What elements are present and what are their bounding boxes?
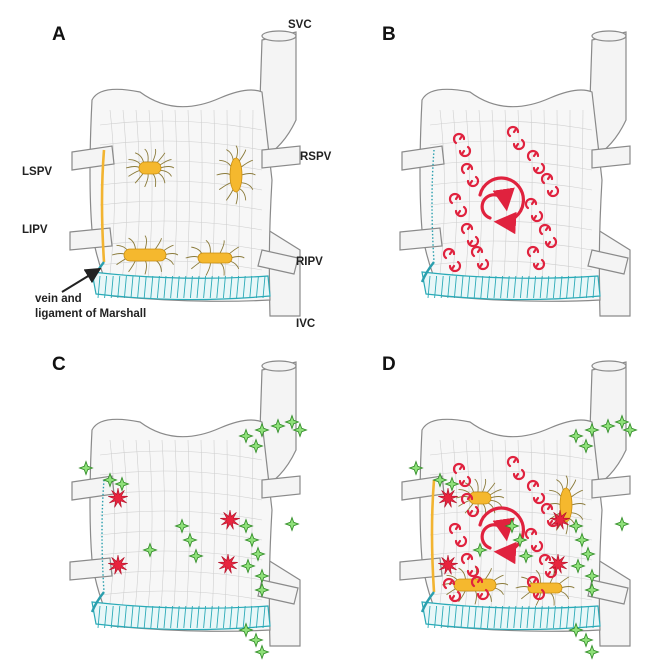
label-svc: SVC bbox=[288, 19, 312, 31]
label-ripv: RIPV bbox=[296, 256, 323, 268]
ectopic-focus bbox=[250, 634, 263, 647]
label-lspv: LSPV bbox=[22, 166, 53, 178]
panel-letter: C bbox=[52, 354, 66, 375]
rspv-vessel bbox=[262, 146, 300, 168]
svc-opening bbox=[262, 361, 296, 371]
panel-letter: B bbox=[382, 24, 396, 45]
label-lipv: LIPV bbox=[22, 224, 48, 236]
panel-letter: D bbox=[382, 354, 396, 375]
lipv-vessel bbox=[400, 558, 442, 580]
svc-opening bbox=[592, 31, 626, 41]
rspv-vessel bbox=[262, 476, 300, 498]
lipv-vessel bbox=[70, 228, 112, 250]
ivc-vessel bbox=[598, 560, 630, 646]
ectopic-focus bbox=[586, 646, 599, 659]
panel-b bbox=[382, 24, 630, 316]
lipv-vessel bbox=[70, 558, 112, 580]
lipv-vessel bbox=[400, 228, 442, 250]
rspv-vessel bbox=[592, 146, 630, 168]
ectopic-focus bbox=[616, 518, 629, 531]
svc-opening bbox=[262, 31, 296, 41]
ectopic-focus bbox=[256, 646, 269, 659]
panel-d bbox=[382, 354, 637, 659]
panel-a bbox=[22, 19, 332, 330]
svc-opening bbox=[592, 361, 626, 371]
label-rspv: RSPV bbox=[300, 151, 332, 163]
ectopic-focus bbox=[580, 634, 593, 647]
ivc-vessel bbox=[268, 230, 300, 316]
ivc-vessel bbox=[598, 230, 630, 316]
panel-c bbox=[52, 354, 307, 659]
ectopic-focus bbox=[286, 518, 299, 531]
ivc-vessel bbox=[268, 560, 300, 646]
label-ivc: IVC bbox=[296, 318, 316, 330]
label-marshall-line2: ligament of Marshall bbox=[35, 308, 147, 320]
panel-letter: A bbox=[52, 24, 66, 45]
rspv-vessel bbox=[592, 476, 630, 498]
label-marshall-line1: vein and bbox=[35, 293, 82, 305]
